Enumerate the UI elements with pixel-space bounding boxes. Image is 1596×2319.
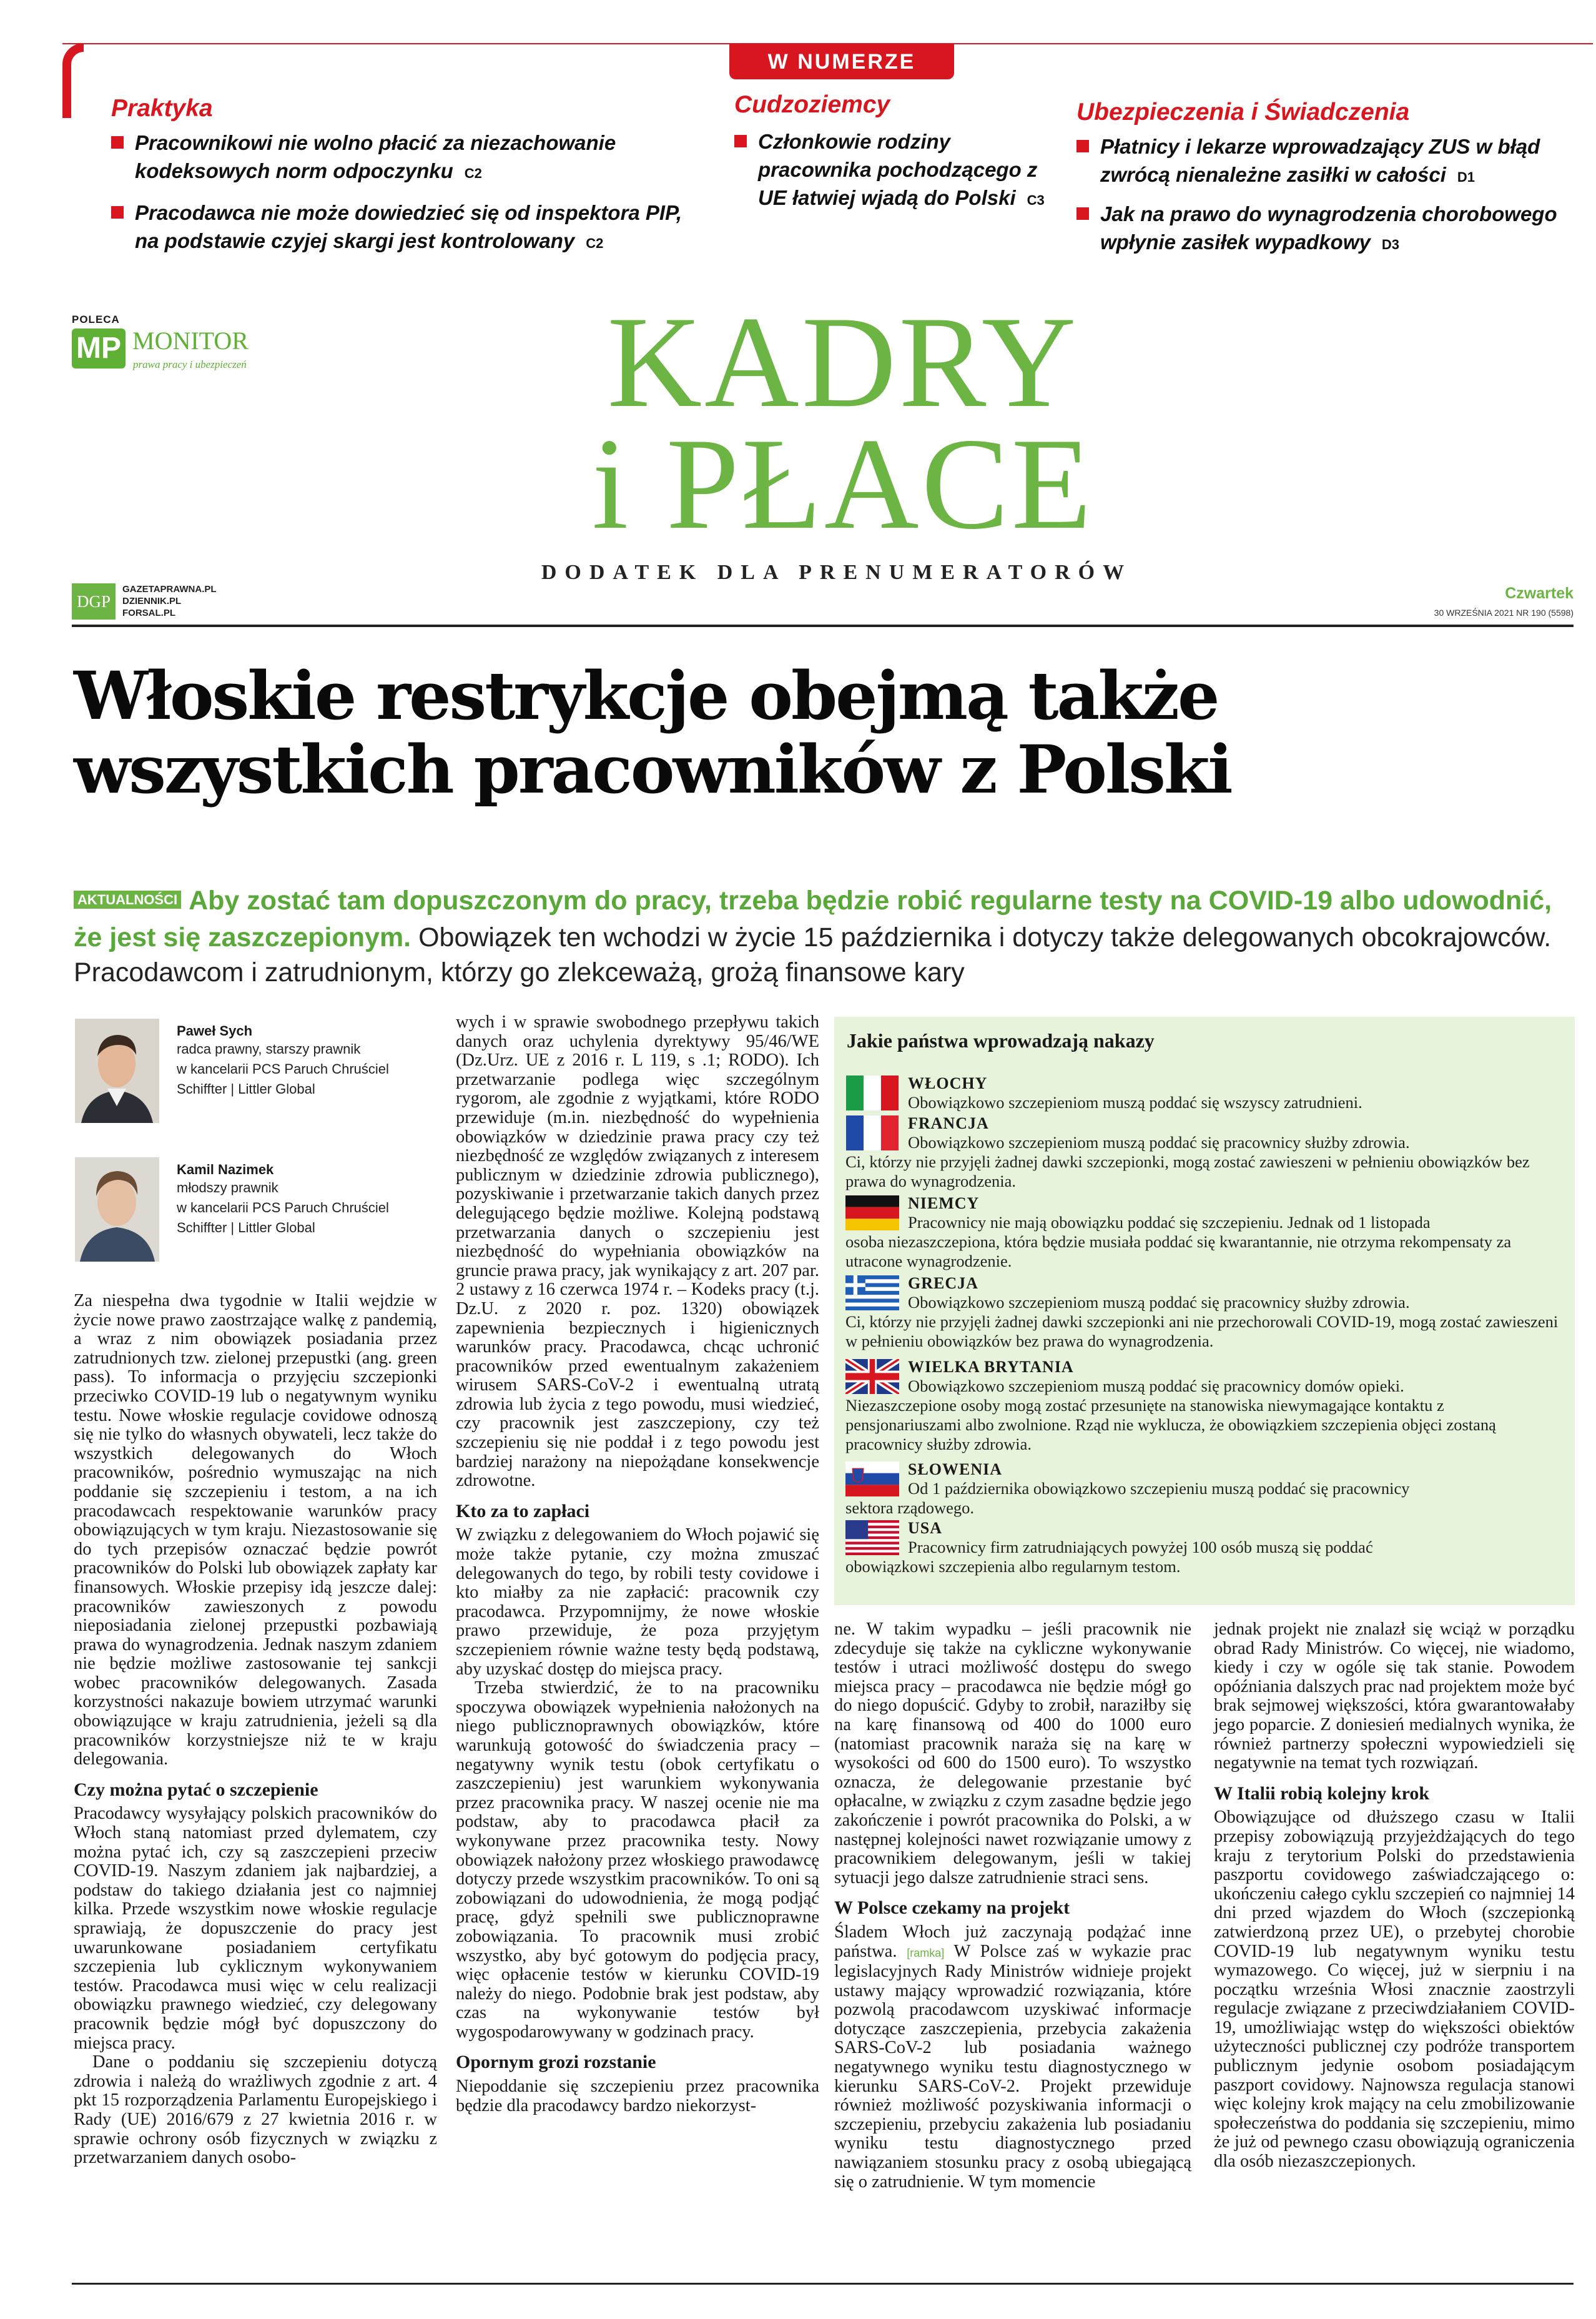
section-title: Praktyka <box>111 95 213 122</box>
country-text: Pracownicy firm zatrudniających powyżej 100 osób muszą się poddać <box>908 1538 1373 1556</box>
article-column-3 <box>834 1620 1191 2192</box>
headline-line-2: wszystkich pracowników z Polski <box>74 730 1231 808</box>
bullet-square-icon <box>111 136 124 149</box>
country-name: GRECJA <box>908 1274 978 1292</box>
bullet-square-icon <box>734 135 747 147</box>
issue-item[interactable]: Pracodawca nie może dowiedzieć się od inspektora PIP, na podstawie czyjej skargi jest kontrolowany C2 <box>111 199 692 257</box>
author-name: Paweł Sych <box>177 1023 253 1039</box>
country-text-more: obowiązkowi szczepienia albo regularnym testom. <box>845 1557 1181 1576</box>
country-text-more: Ci, którzy nie przyjęli żadnej dawki szczepionki, mogą zostać zawieszeni w pełnieniu obowiązków bez prawa do wynagrodzenia. <box>845 1152 1530 1190</box>
dgp-links <box>122 583 217 619</box>
greece-flag-icon <box>845 1275 899 1310</box>
author-role: młodszy prawnik <box>177 1180 278 1195</box>
country-name: NIEMCY <box>908 1194 980 1212</box>
subheading: W Polsce czekamy na projekt <box>834 1897 1070 1919</box>
uk-flag-icon <box>845 1359 899 1394</box>
issue-item[interactable]: Płatnicy i lekarze wprowadzający ZUS w błąd zwrócą nienależne zasiłki w całości D1 <box>1076 132 1582 191</box>
country-text-more: Ci, którzy nie przyjęli żadnej dawki szczepionki ani nie przechorowali COVID-19, mogą zostać zawieszeni w pełnieniu obowiązków bez prawa do wynagrodzenia. <box>845 1312 1559 1350</box>
masthead-rule <box>72 625 1574 627</box>
bullet-square-icon <box>1076 140 1089 152</box>
paragraph: Śladem Włoch już zaczynają podążać inne państwa. [ramka] W Polsce zaś w wykazie prac legislacyjnych Rady Ministrów widnieje projekt ustawy mający wprowadzić rozwiązania, które pozwolą pracodawcom uzyskiwać informacje dotyczące zaszczepienia, przebycia zakażenia SARS-CoV-2 lub posiadania ważnego negatywnego wyniku testu diagnostycznego w kierunku SARS-CoV-2. Projekt przewiduje również możliwość pozyskiwania informacji o szczepieniu, przebyciu zakażenia lub posiadaniu wyniku testu diagnostycznego przed nawiązaniem stosunku pracy z osobą ubiegającą się o zatrudnienie. W tym momencie <box>834 1922 1191 2192</box>
author-photo <box>75 1157 159 1262</box>
title-place: i PŁACE <box>592 412 1094 556</box>
issue-day: Czwartek <box>1505 585 1574 602</box>
country-name: FRANCJA <box>908 1114 989 1132</box>
country-text-more: sektora rządowego. <box>845 1498 975 1517</box>
paragraph: Obowiązujące od dłuższego czasu w Italii przepisy zobowiązują przyjeżdżających do tego kraju z terytorium Polski do przedstawienia paszportu covidowego zaświadczającego o: ukończeniu całego cyklu szczepień co najmniej 14 dni przed wjazdem do Włoch (szczepionką zatwierdzoną przez UE), o przebytej chorobie COVID-19 lub negatywnym wyniku testu wymazowego. Co więcej, już w sierpniu i na początku września Włosi znacznie zaostrzyli regulacje związane z przeciwdziałaniem COVID-19, umożliwiając wstęp do większości obiektów użyteczności publicznej czy podróże transportem publicznym jedynie osobom posiadającym paszport covidowy. Najnowsza regulacja stanowi więc kolejny krok mający na celu zmobilizowanie społeczeństwa do poddania się szczepieniu, mimo że już od pewnego czasu obowiązują ograniczenia dla osób niezaszczepionych. <box>1214 1807 1575 2172</box>
author-role: radca prawny, starszy prawnik <box>177 1041 361 1057</box>
subheading: Czy można pytać o szczepienie <box>74 1779 318 1800</box>
germany-flag-icon <box>845 1195 899 1230</box>
poleca-label: POLECA <box>72 314 120 325</box>
section-badge: AKTUALNOŚCI <box>74 891 181 909</box>
paragraph: jednak projekt nie znalazł się wciąż w porządku obrad Rady Ministrów. Co więcej, nie wiadomo, kiedy i czy w ogóle się tak stanie. Powodem opóźniania dalszych prac nad projektem może być brak sejmowej większości, która gwarantowałaby jego poparcie. Z doniesień medialnych wynika, że również partnerzy społeczni wypowiedzieli się negatywnie na temat tych rozwiązań. <box>1214 1619 1575 1773</box>
lead-paragraph <box>74 883 1572 990</box>
issue-item[interactable]: Członkowie rodziny pracownika pochodzącego z UE łatwiej wjadą do Polski C3 <box>734 127 1045 214</box>
link-dziennik[interactable]: DZIENNIK.PL <box>122 596 182 606</box>
in-this-issue-label: W NUMERZE <box>729 44 954 79</box>
masthead-subtitle: DODATEK DLA PRENUMERATORÓW <box>541 561 1133 584</box>
article-column-4 <box>1214 1620 1575 2172</box>
section-title: Cudzoziemcy <box>734 91 890 118</box>
author-name: Kamil Nazimek <box>177 1162 274 1177</box>
section-praktyka <box>111 95 692 257</box>
country-text: Obowiązkowo szczepieniom muszą poddać się pracownicy służby zdrowia. <box>908 1293 1410 1312</box>
issue-item[interactable]: Pracownikowi nie wolno płacić za niezachowanie kodeksowych norm odpoczynku C2 <box>111 129 692 187</box>
author-1 <box>177 1023 439 1099</box>
section-title: Ubezpieczenia i Świadczenia <box>1076 99 1410 126</box>
section-cudzoziemcy <box>734 91 1059 214</box>
author-2 <box>177 1162 439 1238</box>
paragraph: Niepoddanie się szczepieniu przez pracownika będzie dla pracodawcy bardzo niekorzyst- <box>456 2077 819 2115</box>
header-corner-decoration <box>62 43 84 118</box>
ramka-reference: [ramka] <box>907 1946 945 1959</box>
headline <box>74 656 1585 808</box>
country-text-more: osoba niezaszczepiona, która będzie musiała poddać się kwarantannie, nie otrzyma rekompensaty za utracone wynagrodzenie. <box>845 1232 1512 1270</box>
usa-flag-icon <box>845 1520 899 1555</box>
lead-text: Obowiązek ten wchodzi w życie 15 października i dotyczy także delegowanych obcokrajowców. Pracodawcom i zatrudnionym, którzy go zlekceważą, grożą finansowe kary <box>74 922 1552 987</box>
country-text: Od 1 października obowiązkowo szczepieniu muszą poddać się pracownicy <box>908 1479 1410 1498</box>
monitor-logo-icon: MP <box>72 329 126 368</box>
paragraph: Trzeba stwierdzić, że to na pracowniku spoczywa obowiązek wypełnienia nałożonych na niego publicznoprawnych obowiązków, które warunkują gotowość do świadczenia pracy – negatywny wynik testu (obok certyfikatu o zaszczepieniu) jest warunkiem wykonywania przez pracownika pracy. W naszej ocenie nie ma podstaw, aby to pracodawca płacił za wykonywane przez pracownika testy. Nowy obowiązek nałożony przez włoskiego prawodawcę dotyczy przede wszystkim pracowników. To oni są zobowiązani do udowodnienia, że mogą podjąć pracę, gdyż spełnili swe publicznoprawne zobowiązania. To pracownik musi zrobić wszystko, aby być gotowym do podjęcia pracy, więc opłacenie testów w kierunku COVID-19 należy do niego. Podobnie brak jest podstaw, aby czas na wykonywanie testów był wygospodarowywany w godzinach pracy. <box>456 1678 819 2042</box>
subheading: Opornym grozi rozstanie <box>456 2052 656 2073</box>
author-firm: w kancelarii PCS Paruch Chruściel <box>177 1061 389 1077</box>
paragraph: W związku z delegowaniem do Włoch pojawić się może także pytanie, czy można zmuszać delegowanych do tego, by robili testy covidowe i kto miałby za nie zapłacić: pracownik czy pracodawca. Przypomnijmy, że nowe włoskie prawo przewiduje, że poza przyjętym szczepieniem równie ważne testy będą podstawą, aby uzyskać dostęp do miejsca pracy. <box>456 1525 819 1679</box>
author-firm-2: Schiffter | Littler Global <box>177 1220 315 1235</box>
paragraph: Dane o poddaniu się szczepieniu dotyczą zdrowia i należą do wrażliwych zgodnie z art. 4 pkt 15 rozporządzenia Parlamentu Europejskiego i Rady (UE) 2016/679 z 27 kwietnia 2016 r. w sprawie ochrony osób fizycznych w związku z przetwarzaniem danych osobo- <box>74 2052 437 2168</box>
subheading: W Italii robią kolejny krok <box>1214 1783 1430 1804</box>
author-firm-2: Schiffter | Littler Global <box>177 1081 315 1097</box>
author-firm: w kancelarii PCS Paruch Chruściel <box>177 1200 389 1215</box>
article-column-1 <box>74 1292 437 2168</box>
headline-line-1: Włoskie restrykcje obejmą także <box>74 656 1218 734</box>
country-text-more: Niezaszczepione osoby mogą zostać przesunięte na stanowiska niewymagające kontaktu z pensjonariuszami albo zwolnione. Rząd nie wyklucza, że obowiązkiem szczepienia objęci zostaną pracownicy służby zdrowia. <box>845 1396 1496 1453</box>
country-name: SŁOWENIA <box>908 1460 1003 1478</box>
bullet-square-icon <box>1076 207 1089 220</box>
france-flag-icon <box>845 1115 899 1150</box>
countries-box <box>834 1017 1575 1605</box>
country-name: WŁOCHY <box>908 1074 988 1092</box>
country-text: Obowiązkowo szczepieniom muszą poddać się pracownicy służby zdrowia. <box>908 1133 1410 1152</box>
countries-box-title: Jakie państwa wprowadzają nakazy <box>847 1029 1155 1052</box>
bottom-rule <box>72 2283 1574 2285</box>
country-text: Pracownicy nie mają obowiązku poddać się szczepieniu. Jednak od 1 listopada <box>908 1213 1431 1232</box>
monitor-subtitle: prawa pracy i ubezpieczeń <box>133 358 247 370</box>
author-photo <box>75 1019 159 1123</box>
issue-date: 30 WRZEŚNIA 2021 NR 190 (5598) <box>1434 608 1574 618</box>
country-text: Obowiązkowo szczepieniom muszą poddać się pracownicy domów opieki. <box>908 1377 1404 1395</box>
article-column-2 <box>456 1013 819 2115</box>
country-name: WIELKA BRYTANIA <box>908 1358 1074 1376</box>
lead-highlight: Aby zostać tam dopuszczonym do pracy, trzeba będzie robić regularne testy na COVID-19 albo udowodnić, że jest się zaszczepionym. <box>74 886 1552 952</box>
italy-flag-icon <box>845 1075 899 1110</box>
link-forsal[interactable]: FORSAL.PL <box>122 608 175 618</box>
monitor-name: MONITOR <box>132 327 249 355</box>
subheading: Kto za to zapłaci <box>456 1500 590 1521</box>
issue-item[interactable]: Jak na prawo do wynagrodzenia chorobowego wpłynie zasiłek wypadkowy D3 <box>1076 200 1582 259</box>
title-kadry: KADRY <box>607 290 1079 435</box>
slovenia-flag-icon <box>845 1461 899 1496</box>
dgp-logo-icon: DGP <box>72 583 116 620</box>
country-name: USA <box>908 1519 943 1537</box>
paragraph: ne. W takim wypadku – jeśli pracownik nie zdecyduje się także na cykliczne wykonywanie testów i utraci możliwość dostępu do swego miejsca pracy – pracodawca nie będzie mógł go do niego dopuścić. Gdyby to zrobił, naraziłby się na karę finansową od 400 do 1000 euro (natomiast pracownik naraża się na karę w wysokości od 600 do 1500 euro). To wszystko oznacza, że delegowanie przestanie być opłacalne, w związku z czym zasadne będzie jego zakończenie i powrót pracownika do Polski, a w następnej kolejności nawet rozwiązanie umowy z pracownikiem delegowanym, jeśli w takiej sytuacji jego dalsze zatrudnienie straci sens. <box>834 1619 1191 1887</box>
paragraph: wych i w sprawie swobodnego przepływu takich danych oraz uchylenia dyrektywy 95/46/WE (Dz.Urz. UE z 2016 r. L 119, s .1; RODO). Ich przetwarzanie podlega więc szczególnym rygorom, ale zgodnie z wyjątkami, które RODO przewiduje (m.in. niezbędność do wypełnienia obowiązków w dziedzinie prawa pracy czy też niezbędność ze względów związanych z interesem publicznym w dziedzinie zdrowia publicznego), pozyskiwanie i przetwarzanie takich danych przez delegującego będzie możliwe. Kolejną podstawą przetwarzania danych o szczepieniu jest niezbędność do wypełniania obowiązków na gruncie prawa pracy, jak wynikający z art. 207 par. 2 ustawy z 16 czerwca 1974 r. – Kodeks pracy (t.j. Dz.U. z 2020 r. poz. 1320) obowiązek zapewnienia bezpiecznych i higienicznych warunków pracy. Pracodawca, chcąc uchronić pracowników przed ewentualnym zakażeniem wirusem SARS-CoV-2 i ewentualną utratą zdrowia lub życia z tego powodu, musi wiedzieć, czy pracownik jest zaszczepiony, czy też szczepieniu się nie poddał i z tego powodu jest bardziej narażony na niepożądane konsekwencje zdrowotne. <box>456 1012 819 1491</box>
country-text: Obowiązkowo szczepieniom muszą poddać się wszyscy zatrudnieni. <box>908 1093 1362 1112</box>
bullet-square-icon <box>111 206 124 219</box>
link-gazetaprawna[interactable]: GAZETAPRAWNA.PL <box>122 584 217 595</box>
section-ubezpieczenia <box>1076 99 1582 259</box>
paragraph: Pracodawcy wysyłający polskich pracowników do Włoch staną natomiast przed dylematem, czy można pytać ich, czy są zaszczepieni przeciw COVID-19. Naszym zdaniem jak najbardziej, a podstaw do takiego działania jest co najmniej kilka. Przede wszystkim nowe włoskie regulacje sprawiają, że dopuszczenie do pracy jest uwarunkowane posiadaniem certyfikatu szczepienia lub cyklicznym wykonywaniem testów. Pracodawca musi więc w celu realizacji obowiązku prawnego wiedzieć, czy delegowany pracownik będzie mógł być dopuszczony do miejsca pracy. <box>74 1804 437 2053</box>
paragraph: Za niespełna dwa tygodnie w Italii wejdzie w życie nowe prawo zaostrzające walkę z pandemią, a wraz z nim obowiązek posiadania przez zatrudnionych tzw. zielonej przepustki (ang. green pass). To informacja o przyjęciu szczepionki przeciwko COVID-19 lub o negatywnym wyniku testu. Nowe włoskie regulacje covidowe odnoszą się nie tylko do własnych obywateli, lecz także do wszystkich delegowanych do Włoch pracowników, pośrednio wymuszając na nich poddanie się szczepieniu i testom, a na ich pracodawcach respektowanie warunków pracy obowiązujących w tym kraju. Niezastosowanie się do tych przepisów oznaczać będzie powrót pracowników do Polski lub obowiązek zapłaty kar finansowych. Włoskie przepisy idą jeszcze dalej: pracowników zawieszonych z powodu nieposiadania zielonej przepustki pozbawiają prawa do wynagrodzenia. Jednak naszym zdaniem nie będzie możliwe zastosowanie tej sankcji wobec pracowników delegowanych. Zasada korzystności nakazuje bowiem utrzymać warunki obowiązujące w kraju zatrudnienia, jeżeli są dla pracowników korzystniejsze niż te w kraju delegowania. <box>74 1291 437 1769</box>
